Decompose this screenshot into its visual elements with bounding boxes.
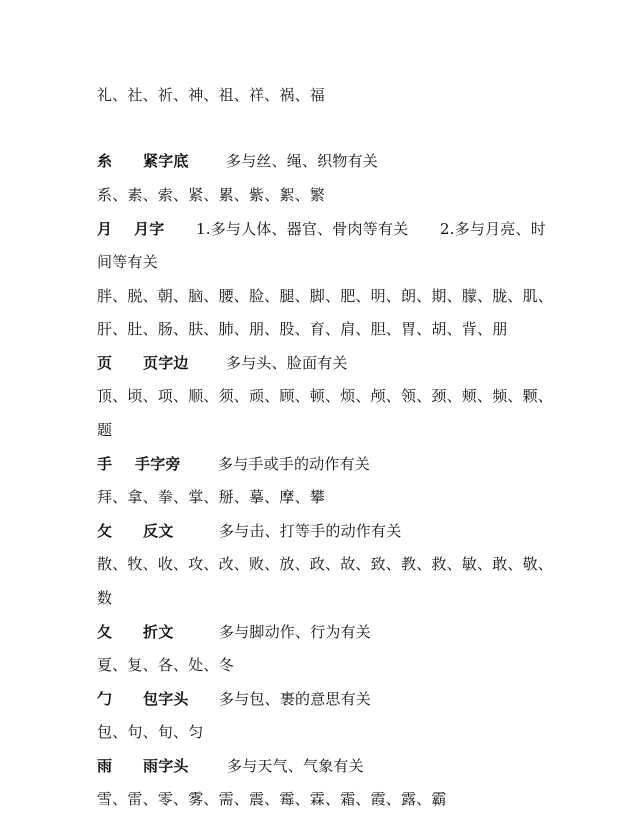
radical-name: 月字 xyxy=(134,220,165,238)
radical-name: 页字边 xyxy=(143,354,189,372)
intro-chars: 礼、社、祈、神、祖、祥、祸、福 xyxy=(97,86,326,104)
radical-description: 多与脚动作、行为有关 xyxy=(219,623,372,641)
radical-description-2: 2.多与月亮、时 xyxy=(440,220,546,238)
radical-name: 包字头 xyxy=(143,690,189,708)
section-heading-baozitou xyxy=(97,689,371,709)
radical: 雨 xyxy=(97,757,113,775)
radical: 月 xyxy=(97,220,113,238)
radical-name: 手字旁 xyxy=(135,455,181,473)
chars-line: 题 xyxy=(97,421,113,439)
chars-line: 数 xyxy=(97,589,113,607)
radical-name: 雨字头 xyxy=(143,757,189,775)
chars-line: 夏、复、各、处、冬 xyxy=(97,656,234,674)
section-heading-fanwen xyxy=(97,521,401,541)
radical-name: 反文 xyxy=(143,522,174,540)
radical-description: 多与天气、气象有关 xyxy=(227,757,364,775)
radical-description: 1.多与人体、器官、骨肉等有关 xyxy=(196,220,409,238)
chars-line: 系、素、索、紧、累、紫、絮、繁 xyxy=(97,186,326,204)
chars-line: 雪、雷、零、雾、需、震、霉、霖、霜、霞、露、霸 xyxy=(97,790,447,808)
chars-line: 顶、顷、项、顺、须、顽、顾、顿、烦、颅、领、颈、颊、频、颗、 xyxy=(97,387,554,405)
section-heading-shou xyxy=(97,454,370,474)
chars-line: 胖、脱、朝、脑、腰、脸、腿、脚、肥、明、朗、期、朦、胧、肌、 xyxy=(97,287,554,305)
chars-line: 包、句、旬、匀 xyxy=(97,723,204,741)
chars-line: 散、牧、收、攻、改、败、放、政、故、致、教、救、敏、敢、敬、 xyxy=(97,555,554,573)
chars-line: 拜、拿、拳、掌、掰、摹、摩、攀 xyxy=(97,488,326,506)
radical-description: 多与包、裹的意思有关 xyxy=(219,690,372,708)
radical-name: 折文 xyxy=(143,623,174,641)
radical-description: 多与丝、绳、织物有关 xyxy=(226,152,379,170)
radical: 手 xyxy=(97,455,113,473)
radical-description: 多与手或手的动作有关 xyxy=(218,455,371,473)
radical: 夂 xyxy=(97,623,113,641)
section-heading-yuzitou xyxy=(97,756,364,776)
radical: 攵 xyxy=(97,522,113,540)
radical-name: 紧字底 xyxy=(143,152,189,170)
radical: 糸 xyxy=(97,152,113,170)
section-heading-zhewen xyxy=(97,622,371,642)
section-heading-yue xyxy=(97,219,546,239)
radical-description: 多与头、脸面有关 xyxy=(226,354,348,372)
description-continuation: 间等有关 xyxy=(97,253,158,271)
section-heading-ye xyxy=(97,353,348,373)
radical-description: 多与击、打等手的动作有关 xyxy=(219,522,402,540)
radical: 勹 xyxy=(97,690,113,708)
radical: 页 xyxy=(97,354,113,372)
section-heading-si xyxy=(97,151,378,171)
chars-line: 肝、肚、肠、肤、肺、朋、股、育、肩、胆、胃、胡、背、朋 xyxy=(97,320,508,338)
